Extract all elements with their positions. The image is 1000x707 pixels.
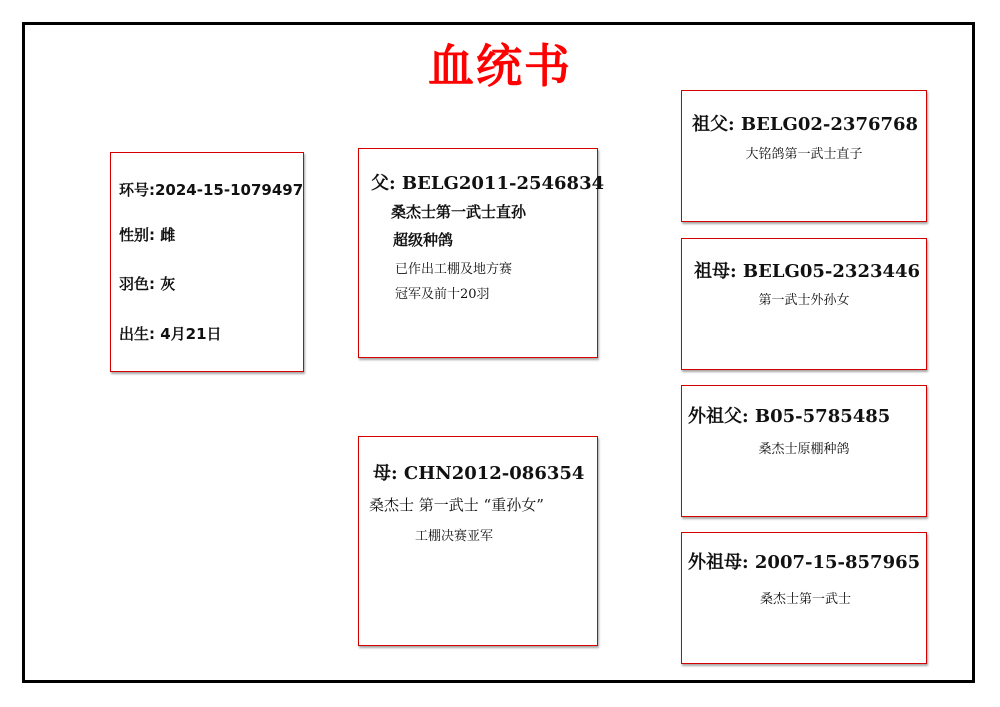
grandsire-id: 祖父: BELG02-2376768 bbox=[692, 114, 919, 135]
maternal-granddam-desc: 桑杰士第一武士 bbox=[760, 592, 852, 607]
grandsire-box bbox=[681, 90, 927, 222]
maternal-grandsire-desc: 桑杰士原棚种鸽 bbox=[758, 442, 850, 457]
sire-line-1: 桑杰士第一武士直孙 bbox=[391, 203, 527, 221]
granddam-box bbox=[681, 238, 927, 370]
sire-id: 父: BELG2011-2546834 bbox=[371, 173, 605, 194]
granddam-desc: 第一武士外孙女 bbox=[758, 293, 850, 308]
grandsire-desc: 大铭鸽第一武士直子 bbox=[745, 147, 863, 162]
sire-box bbox=[358, 148, 605, 358]
dam-line-2: 工棚决赛亚军 bbox=[415, 529, 494, 544]
pigeon-info-box bbox=[110, 152, 304, 372]
maternal-granddam-id: 外祖母: 2007-15-857965 bbox=[688, 552, 921, 573]
maternal-grandsire-box bbox=[681, 385, 927, 517]
maternal-granddam-box bbox=[681, 532, 927, 664]
ring-number: 环号:2024-15-1079497 bbox=[119, 181, 304, 199]
birth-date-field: 出生: 4月21日 bbox=[119, 325, 222, 343]
dam-id: 母: CHN2012-086354 bbox=[373, 463, 585, 484]
sire-line-3: 已作出工棚及地方赛 bbox=[395, 262, 513, 277]
dam-box bbox=[358, 436, 598, 646]
maternal-grandsire-id: 外祖父: B05-5785485 bbox=[688, 406, 891, 427]
sire-line-4: 冠军及前十20羽 bbox=[395, 287, 490, 302]
sex-field: 性别: 雌 bbox=[119, 226, 176, 244]
dam-line-1: 桑杰士 第一武士 “重孙女” bbox=[369, 496, 544, 514]
document-title: 血统书 bbox=[428, 39, 572, 93]
sire-line-2: 超级种鸽 bbox=[393, 231, 454, 249]
granddam-id: 祖母: BELG05-2323446 bbox=[694, 261, 921, 282]
feather-color-field: 羽色: 灰 bbox=[119, 275, 176, 293]
